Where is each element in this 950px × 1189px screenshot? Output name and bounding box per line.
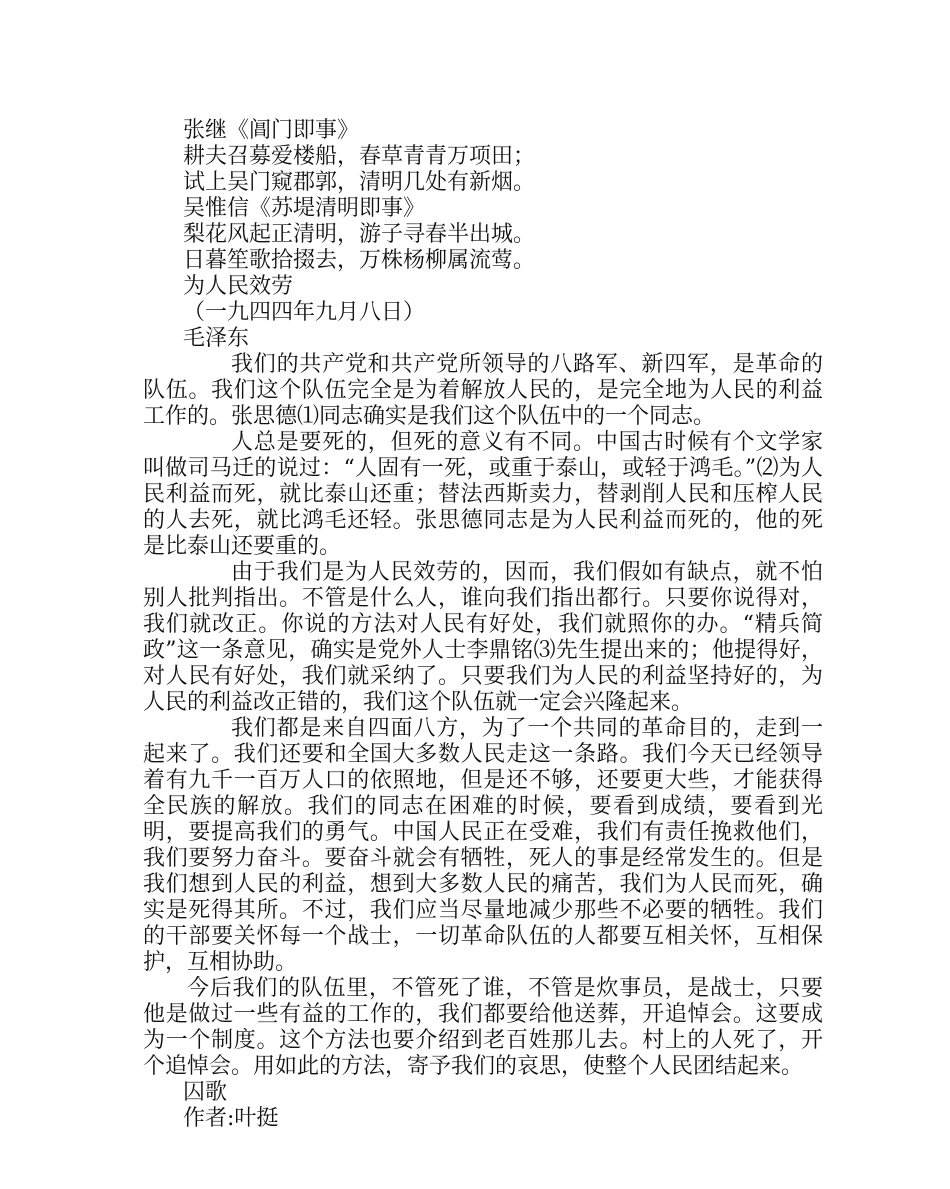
poem-title: 张继《阊门即事》: [183, 118, 360, 143]
article-title: 为人民效劳: [183, 274, 294, 299]
article-author: 毛泽东: [183, 326, 250, 351]
document-page: [143, 118, 823, 1132]
next-poem-author: 作者:叶挺: [183, 1106, 279, 1131]
article-paragraph: 我们的共产党和共产党所领导的八路军、新四军，是革命的队伍。我们这个队伍完全是为着解放人民的，是完全地为人民的利益工作的。张思德⑴同志确实是我们这个队伍中的一个同志。: [143, 352, 823, 429]
next-poem-title: 囚歌: [183, 1080, 228, 1105]
poem-line: 梨花风起正清明，游子寻春半出城。: [183, 222, 536, 247]
poem-line: 耕夫召募爱楼船，春草青青万项田；: [183, 144, 536, 169]
article-paragraph: 人总是要死的，但死的意义有不同。中国古时候有个文学家叫做司马迁的说过：“人固有一死，或重于泰山，或轻于鸿毛。”⑵为人民利益而死，就比泰山还重；替法西斯卖力，替剥削人民和压榨人民的人去死，就比鸿毛还轻。张思德同志是为人民利益而死的，他的死是比泰山还要重的。: [143, 430, 823, 559]
article-paragraph: 我们都是来自四面八方，为了一个共同的革命目的，走到一起来了。我们还要和全国大多数人民走这一条路。我们今天已经领导着有九千一百万人口的依照地，但是还不够，还要更大些，才能获得全民族的解放。我们的同志在困难的时候，要看到成绩，要看到光明，要提高我们的勇气。中国人民正在受难，我们有责任挽救他们，我们要努力奋斗。要奋斗就会有牺牲，死人的事是经常发生的。但是我们想到人民的利益，想到大多数人民的痛苦，我们为人民而死，确实是死得其所。不过，我们应当尽量地减少那些不必要的牺牲。我们的干部要关怀每一个战士，一切革命队伍的人都要互相关怀，互相保护，互相协助。: [143, 716, 823, 975]
poem-title: 吴惟信《苏堤清明即事》: [183, 196, 426, 221]
article-paragraph: 今后我们的队伍里，不管死了谁，不管是炊事员，是战士，只要他是做过一些有益的工作的，我们都要给他送葬，开追悼会。这要成为一个制度。这个方法也要介绍到老百姓那儿去。村上的人死了，开个追悼会。用如此的方法，寄予我们的哀思，使整个人民团结起来。: [143, 976, 823, 1079]
article-paragraph: 由于我们是为人民效劳的，因而，我们假如有缺点，就不怕别人批判指出。不管是什么人，谁向我们指出都行。只要你说得对，我们就改正。你说的方法对人民有好处，我们就照你的办。“精兵简政”这一条意见，确实是党外人士李鼎铭⑶先生提出来的；他提得好，对人民有好处，我们就采纳了。只要我们为人民的利益坚持好的，为人民的利益改正错的，我们这个队伍就一定会兴隆起来。: [143, 560, 823, 715]
article-date: （一九四四年九月八日）: [183, 300, 426, 325]
poem-line: 日暮笙歌拾掇去，万株杨柳属流莺。: [183, 248, 536, 273]
poem-line: 试上吴门窥郡郭，清明几处有新烟。: [183, 170, 536, 195]
